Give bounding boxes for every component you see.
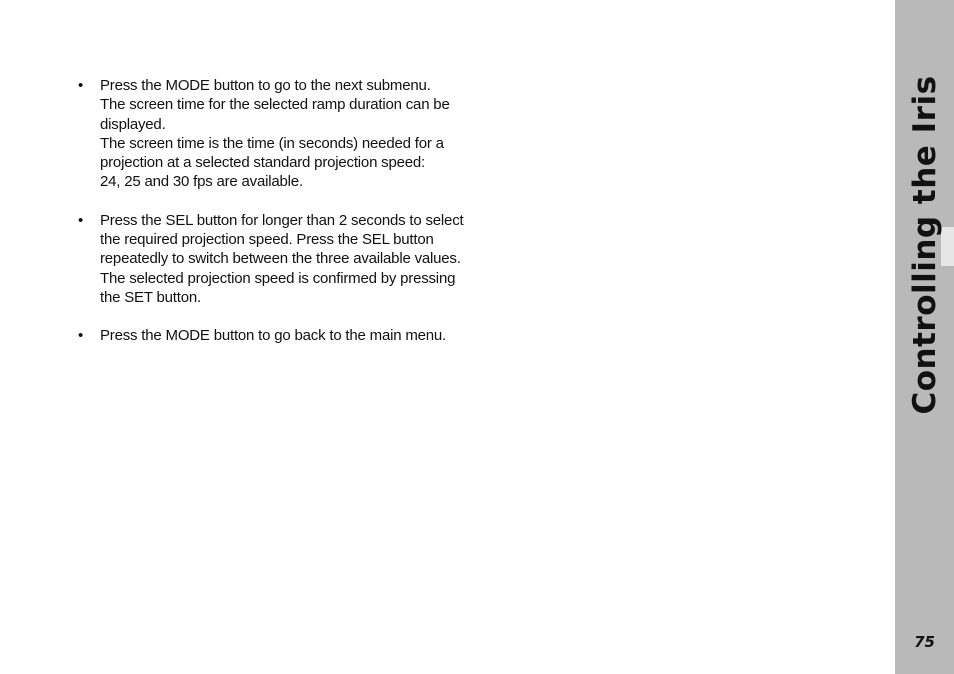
bullet-icon: • <box>78 211 84 229</box>
text-line: Press the SEL button for longer than 2 seconds to select <box>100 211 464 229</box>
list-item <box>76 76 476 192</box>
main-content <box>76 76 476 365</box>
text-line: repeatedly to switch between the three available values. <box>100 250 461 268</box>
page-number: 75 <box>914 633 935 651</box>
text-line: displayed. <box>100 115 166 133</box>
chapter-title-wrapper <box>895 60 954 430</box>
bullet-icon: • <box>78 327 84 345</box>
text-line: 24, 25 and 30 fps are available. <box>100 173 303 191</box>
list-item <box>76 211 476 307</box>
text-line: the required projection speed. Press the SEL button <box>100 231 434 249</box>
text-line: The screen time is the time (in seconds) needed for a <box>100 134 444 152</box>
bullet-icon: • <box>78 77 84 94</box>
text-line: The screen time for the selected ramp duration can be <box>100 96 450 114</box>
text-line: projection at a selected standard projection speed: <box>100 154 426 172</box>
text-line: Press the MODE button to go to the next submenu. <box>100 77 431 94</box>
text-line: the SET button. <box>100 288 201 306</box>
text-line: Press the MODE button to go back to the main menu. <box>100 327 447 345</box>
text-line: The selected projection speed is confirmed by pressing <box>100 269 456 287</box>
instruction-list <box>76 76 476 346</box>
list-item <box>76 326 476 345</box>
chapter-title: Controlling the Iris <box>906 75 943 415</box>
